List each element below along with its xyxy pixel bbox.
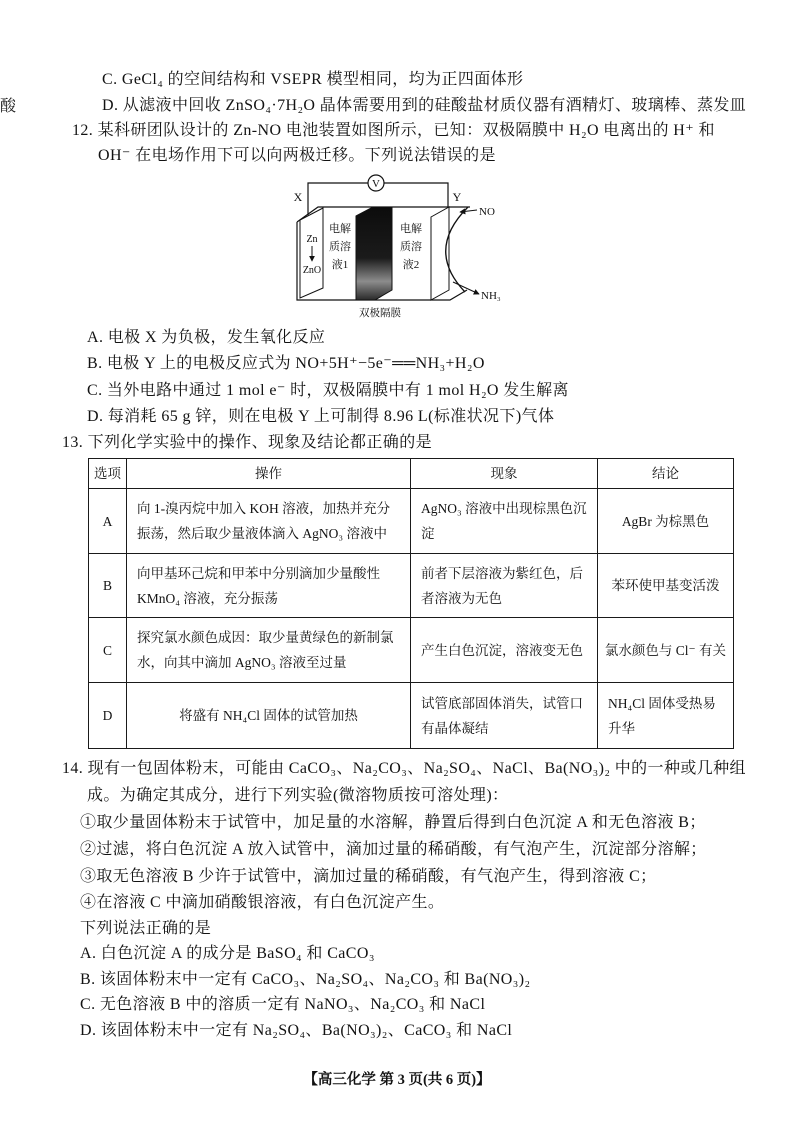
q12-stem-line-2: OH⁻ 在电场作用下可以向两极迁移。下列说法错误的是: [98, 147, 496, 164]
q14-option-a: A. 白色沉淀 A 的成分是 BaSO₄ 和 CaCO₃: [80, 945, 375, 962]
header-option: 选项: [89, 459, 127, 489]
electrolyte-2-label: 质溶: [400, 241, 422, 253]
q13-stem: 13. 下列化学实验中的操作、现象及结论都正确的是: [62, 434, 433, 451]
row-phenomenon: 试管底部固体消失，试管口有晶体凝结: [411, 683, 598, 749]
row-conclusion: AgBr 为棕黑色: [598, 489, 734, 554]
external-wire-left: [308, 183, 368, 215]
q14-step-4: ④在溶液 C 中滴加硝酸银溶液，有白色沉淀产生。: [80, 894, 445, 911]
row-operation: 向甲基环己烷和甲苯中分别滴加少量酸性 KMnO₄ 溶液，充分振荡: [127, 554, 411, 618]
table-row: [89, 489, 734, 554]
q12-option-b: B. 电极 Y 上的电极反应式为 NO+5H⁺−5e⁻══NH₃+H₂O: [87, 355, 485, 372]
row-operation: 向 1-溴丙烷中加入 KOH 溶液，加热并充分振荡，然后取少量液体滴入 AgNO₃ 溶液中: [127, 489, 411, 554]
electrode-y-label: Y: [452, 190, 462, 204]
row-conclusion: 氯水颜色与 Cl⁻ 有关: [598, 618, 734, 683]
bipolar-membrane: [356, 207, 392, 300]
table-header-row: [89, 459, 734, 489]
electrolyte-2-label: 液2: [402, 259, 420, 271]
anode-reactant-label: Zn: [306, 234, 318, 245]
header-conclusion: 结论: [598, 459, 734, 489]
header-phenomenon: 现象: [411, 459, 598, 489]
table-row: [89, 683, 734, 749]
header-operation: 操作: [127, 459, 411, 489]
margin-text-fragment: 酸: [0, 98, 17, 115]
no-inlet-arrow: [460, 210, 477, 212]
q14-option-b: B. 该固体粉末中一定有 CaCO₃、Na₂SO₄、Na₂CO₃ 和 Ba(NO₃)₂: [80, 971, 531, 988]
row-phenomenon: 前者下层溶液为紫红色，后者溶液为无色: [411, 554, 598, 618]
page-footer: 【高三化学 第 3 页(共 6 页)】: [303, 1072, 491, 1088]
zn-no-battery-diagram: [283, 170, 513, 320]
row-conclusion: 苯环使甲基变活泼: [598, 554, 734, 618]
electrolyte-1-label: 液1: [331, 259, 349, 271]
experiment-table: [88, 458, 734, 749]
row-phenomenon: AgNO₃ 溶液中出现棕黑色沉淀: [411, 489, 598, 554]
row-phenomenon: 产生白色沉淀，溶液变无色: [411, 618, 598, 683]
table-row: [89, 554, 734, 618]
row-conclusion: NH₄Cl 固体受热易升华: [598, 683, 734, 749]
q14-step-3: ③取无色溶液 B 少许于试管中，滴加过量的稀硝酸，有气泡产生，得到溶液 C；: [80, 868, 657, 885]
electrolyte-1-label: 电解: [329, 223, 351, 235]
q14-stem-line-2: 成。为确定其成分，进行下列实验(微溶物质按可溶处理)：: [87, 787, 509, 804]
q14-option-d: D. 该固体粉末中一定有 Na₂SO₄、Ba(NO₃)₂、CaCO₃ 和 NaCl: [80, 1022, 513, 1039]
table-row: [89, 618, 734, 683]
row-option: B: [89, 554, 127, 618]
row-operation: 探究氯水颜色成因：取少量黄绿色的新制氯水，向其中滴加 AgNO₃ 溶液至过量: [127, 618, 411, 683]
no-inlet-label: NO: [479, 206, 495, 218]
anode-product-label: ZnO: [302, 265, 322, 276]
nh3-outlet-arrow: [453, 282, 479, 294]
q14-stem-line-1: 14. 现有一包固体粉末，可能由 CaCO₃、Na₂CO₃、Na₂SO₄、NaCl、Ba(NO₃)₂ 中的一种或几种组: [62, 760, 746, 777]
q14-step-1: ①取少量固体粉末于试管中，加足量的水溶解，静置后得到白色沉淀 A 和无色溶液 B；: [80, 814, 706, 831]
q11-option-d: D. 从滤液中回收 ZnSO₄·7H₂O 晶体需要用到的硅酸盐材质仪器有酒精灯、玻璃棒、蒸发皿: [102, 97, 747, 114]
q12-option-a: A. 电极 X 为负极，发生氧化反应: [87, 329, 326, 346]
nh3-outlet-label: NH₃: [481, 290, 501, 302]
q12-stem-line-1: 12. 某科研团队设计的 Zn-NO 电池装置如图所示，已知：双极隔膜中 H₂O 电离出的 H⁺ 和: [72, 122, 715, 139]
row-operation: 将盛有 NH₄Cl 固体的试管加热: [127, 683, 411, 749]
membrane-caption: 双极隔膜: [359, 308, 401, 319]
q14-option-c: C. 无色溶液 B 中的溶质一定有 NaNO₃、Na₂CO₃ 和 NaCl: [80, 996, 486, 1013]
external-wire-right: [384, 183, 448, 210]
q14-prompt: 下列说法正确的是: [80, 920, 212, 937]
electrolyte-1-label: 质溶: [329, 241, 351, 253]
q12-option-d: D. 每消耗 65 g 锌，则在电极 Y 上可制得 8.96 L(标准状况下)气体: [87, 408, 555, 425]
voltmeter-label: V: [372, 178, 380, 190]
row-option: A: [89, 489, 127, 554]
q14-step-2: ②过滤，将白色沉淀 A 放入试管中，滴加过量的稀硝酸，有气泡产生，沉淀部分溶解；: [80, 841, 707, 858]
row-option: D: [89, 683, 127, 749]
q12-option-c: C. 当外电路中通过 1 mol e⁻ 时，双极隔膜中有 1 mol H₂O 发生解离: [87, 382, 569, 399]
q11-option-c: C. GeCl₄ 的空间结构和 VSEPR 模型相同，均为正四面体形: [102, 71, 524, 88]
electrode-x-label: X: [293, 190, 303, 204]
electrolyte-2-label: 电解: [400, 223, 422, 235]
row-option: C: [89, 618, 127, 683]
